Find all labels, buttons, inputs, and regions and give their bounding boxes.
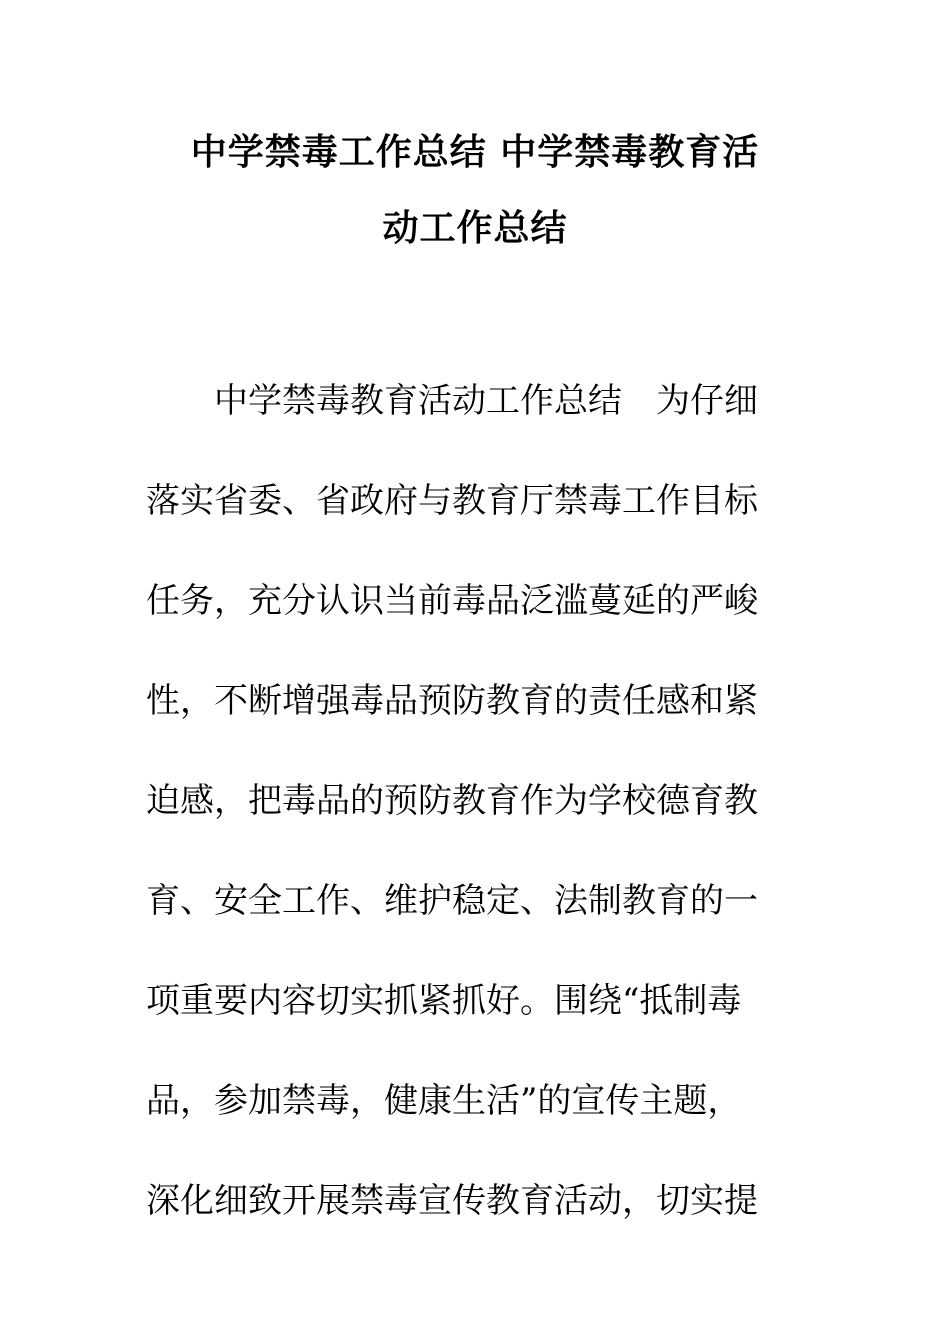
document-title-line-2: 动工作总结 [382,208,568,249]
body-line-2: 落实省委、省政府与教育厅禁毒工作目标 [146,481,758,521]
body-line-7: 项重要内容切实抓紧抓好。围绕“抵制毒 [146,981,742,1021]
body-line-4: 性，不断增强毒品预防教育的责任感和紧 [146,681,758,721]
body-line-9: 深化细致开展禁毒宣传教育活动，切实提 [146,1181,758,1221]
body-line-6: 育、安全工作、维护稳定、法制教育的一 [146,881,758,921]
document-title-line-1: 中学禁毒工作总结 中学禁毒教育活 [190,132,760,173]
body-line-3: 任务，充分认识当前毒品泛滥蔓延的严峻 [146,581,758,621]
body-line-5: 迫感，把毒品的预防教育作为学校德育教 [146,781,758,821]
body-line-1: 中学禁毒教育活动工作总结 为仔细 [214,381,758,421]
body-line-8: 品，参加禁毒，健康生活”的宣传主题， [146,1081,742,1121]
